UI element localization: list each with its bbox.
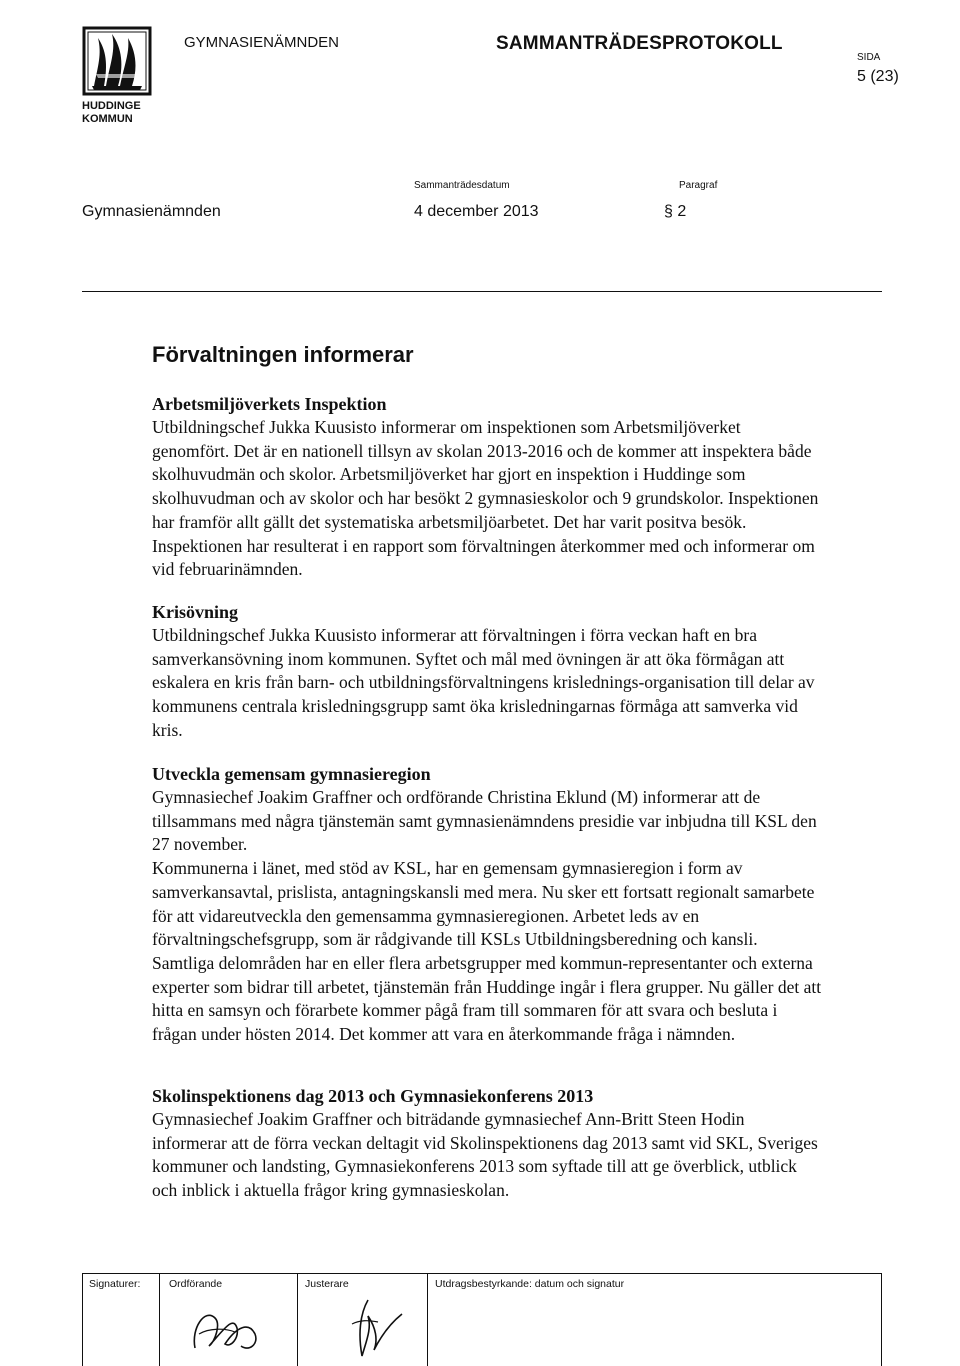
meeting-date-label: Sammanträdesdatum [414, 180, 510, 191]
section-heading: Arbetsmiljöverkets Inspektion [152, 394, 387, 414]
signature-divider [297, 1274, 298, 1366]
section-gymnasieregion [152, 762, 822, 1047]
section-arbetsmiljoverket [152, 392, 822, 582]
committee-name-header: GYMNASIENÄMNDEN [184, 34, 340, 51]
page-number: 5 (23) [857, 68, 899, 85]
section-paragraph: Utbildningschef Jukka Kuusisto informerar om inspektionen som Arbetsmiljöverket genomfört. Det är en nationell tillsyn av skolan 2013-2016 och de kommer att inspektera både skolhuvudmän och skolor. Arbetsmiljöverket har gjort en inspektion i Huddinge som skolhuvudman och av skolor och har besökt 2 gymnasieskolor och 9 grundskolor. Inspektionen har framför allt gällt det systematiska arbetsmiljöarbetet. Det har varit positva besök. Inspektionen har resulterat i en rapport som förvaltningen återkommer med och informerar om vid februarinämnden. [152, 417, 819, 580]
signatures-label: Signaturer: [89, 1278, 141, 1290]
committee-name: Gymnasienämnden [82, 203, 221, 220]
excerpt-label: Utdragsbestyrkande: datum och signatur [435, 1278, 625, 1290]
section-heading: Skolinspektionens dag 2013 och Gymnasiekonferens 2013 [152, 1086, 594, 1106]
section-paragraph: Gymnasiechef Joakim Graffner och biträdande gymnasiechef Ann-Britt Steen Hodin informerar att de förra veckan deltagit vid Skolinspektionens dag 2013 samt vid SKL, Sveriges kommuner och landsting, Gymnasiekonferens 2013 som syftade till att ge överblick, utblick och inblick i aktuella frågor kring gymnasieskolan. [152, 1109, 818, 1201]
section-paragraph: Kommunerna i länet, med stöd av KSL, har en gemensam gymnasieregion i form av samverkansavtal, prislista, antagningskansli med mera. Nu sker ett fortsatt regionalt samarbete för att vidareutveckla den gemensamma gymnasieregionen. Arbetet leds av en förvaltningschefsgrupp, som är rådgivande till KSLs Utbildningsberedning och kansli. Samtliga delområden har en eller flera arbetsgrupper med kommun-representanter och externa experter som bidrar till arbetet, tjänstemän från Huddinge ingår i flera grupper. Nu gäller det att hitta en samsyn och förarbete kommer pågå fram till sommaren för att svara och besluta i frågan under hösten 2014. Det kommer att vara en återkommande fråga i nämnden. [152, 858, 822, 1045]
chair-signature-icon [185, 1298, 265, 1358]
signature-divider [159, 1274, 160, 1366]
paragraph-label: Paragraf [679, 180, 718, 191]
meeting-date: 4 december 2013 [414, 203, 539, 220]
municipality-line1: HUDDINGE [82, 100, 141, 112]
chair-label: Ordförande [169, 1278, 223, 1290]
huddinge-coat-of-arms-icon [82, 26, 152, 96]
section-paragraph: Gymnasiechef Joakim Graffner och ordförande Christina Eklund (M) informerar att de tillsammans med några tjänstemän samt gymnasienämndens presidie var inbjudna till KSL den 27 november. [152, 787, 817, 855]
signature-box [82, 1273, 882, 1366]
section-skolinspektionen [152, 1084, 822, 1203]
paragraph-number: § 2 [664, 203, 687, 220]
section-krisovning [152, 600, 822, 743]
adjuster-signature-icon [338, 1294, 408, 1360]
section-heading: Utveckla gemensam gymnasieregion [152, 764, 431, 784]
municipality-name [82, 100, 141, 126]
section-heading: Krisövning [152, 602, 239, 622]
header-divider [82, 291, 882, 292]
municipality-line2: KOMMUN [82, 113, 133, 125]
page-title: Förvaltningen informerar [152, 342, 414, 367]
document-type: SAMMANTRÄDESPROTOKOLL [496, 33, 783, 54]
section-paragraph: Utbildningschef Jukka Kuusisto informerar att förvaltningen i förra veckan haft en bra samverkansövning inom kommunen. Syftet och mål med övningen är att öka förmågan att eskalera en kris från barn- och utbildningsförvaltningens krislednings-organisation till delar av kommunens centrala krisledningsgrupp samt öka krisledningarnas förmåga att samverka vid kris. [152, 625, 815, 740]
signature-divider [427, 1274, 428, 1366]
adjuster-label: Justerare [305, 1278, 349, 1290]
page-label: SIDA [857, 52, 881, 63]
